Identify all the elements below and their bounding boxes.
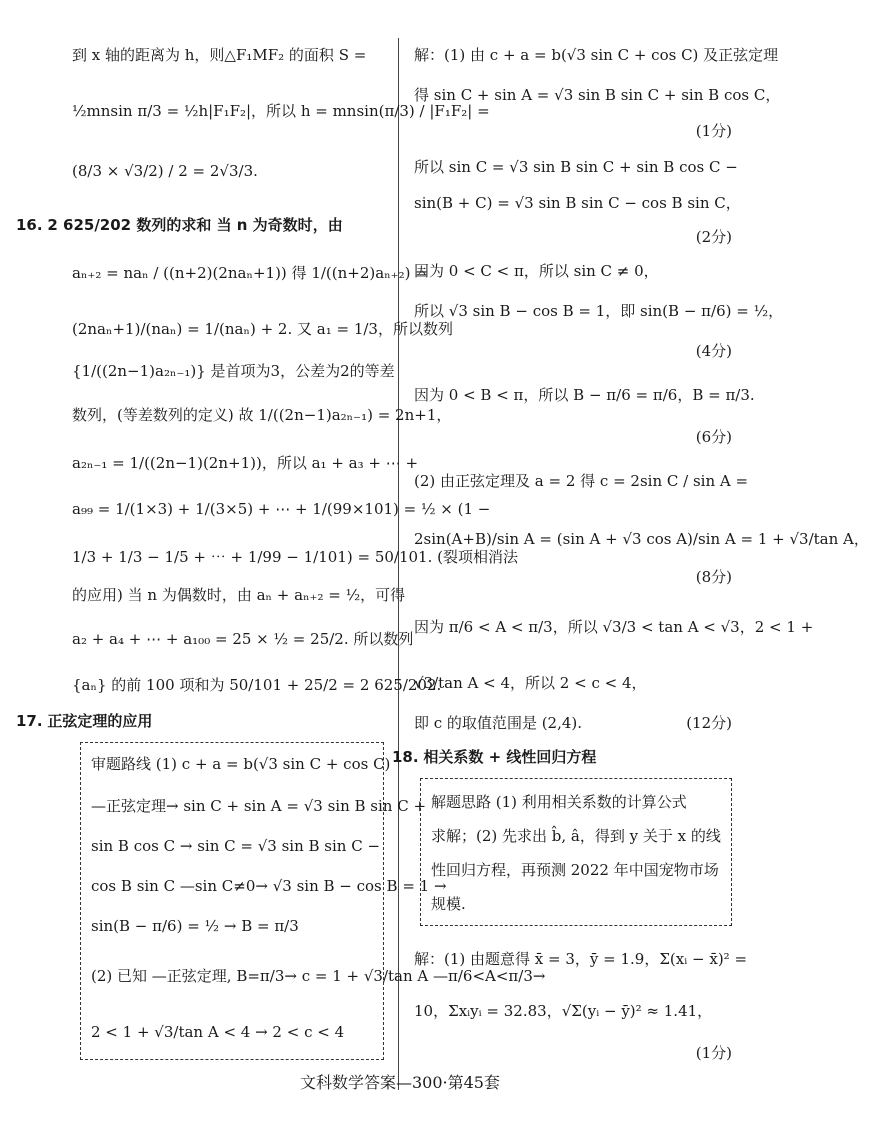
score-label: (4分)	[695, 342, 732, 360]
box-line: 审题路线 (1) c + a = b(√3 sin C + cos C)	[91, 755, 391, 773]
score-label: (1分)	[695, 1044, 732, 1062]
text-line: 因为 0 < B < π，所以 B − π/6 = π/6，B = π/3.	[414, 386, 755, 404]
text-line: a₉₉ = 1/(1×3) + 1/(3×5) + ⋯ + 1/(99×101) = ½ × (1 −	[72, 500, 491, 518]
box-line: 2 < 1 + √3/tan A < 4 → 2 < c < 4	[91, 1023, 345, 1041]
box-line: 解题思路 (1) 利用相关系数的计算公式	[431, 793, 687, 811]
q16-line	[16, 214, 343, 236]
text-line: (8/3 × √3/2) / 2 = 2√3/3.	[72, 162, 258, 180]
text-line: 1/3 + 1/3 − 1/5 + ⋯ + 1/99 − 1/101) = 50/101. (裂项相消法	[72, 548, 518, 566]
text-line: {1/((2n−1)a₂ₙ₋₁)} 是首项为3，公差为2的等差	[72, 362, 395, 380]
text-line: 的应用) 当 n 为偶数时，由 aₙ + aₙ₊₂ = ½，可得	[72, 586, 406, 604]
text-line: 解：(1) 由题意得 x̄ = 3，ȳ = 1.9，Σ(xᵢ − x̄)² =	[414, 950, 748, 968]
q18-heading	[392, 746, 596, 768]
page-footer: 文科数学答案—300·第45套	[300, 1073, 500, 1092]
box-line: sin B cos C → sin C = √3 sin B sin C −	[91, 837, 381, 855]
question-number: 17.	[16, 712, 43, 730]
text-line: aₙ₊₂ = naₙ / ((n+2)(2naₙ+1)) 得 1/((n+2)aₙ₊₂) =	[72, 264, 428, 282]
text-line: 即 c 的取值范围是 (2,4).	[414, 714, 583, 732]
text-line: a₂ + a₄ + ⋯ + a₁₀₀ = 25 × ½ = 25/2. 所以数列	[72, 630, 414, 648]
box-line: 规模.	[431, 895, 466, 913]
text-line: 到 x 轴的距离为 h，则△F₁MF₂ 的面积 S =	[72, 46, 367, 64]
text-line: 数列，(等差数列的定义) 故 1/((2n−1)a₂ₙ₋₁) = 2n+1，	[72, 406, 452, 424]
text-line: a₂ₙ₋₁ = 1/((2n−1)(2n+1))，所以 a₁ + a₃ + ⋯ +	[72, 454, 419, 472]
score-label: (12分)	[686, 714, 732, 732]
score-label: (8分)	[695, 568, 732, 586]
text-line: (2naₙ+1)/(naₙ) = 1/(naₙ) + 2. 又 a₁ = 1/3，所以数列	[72, 320, 453, 338]
score-label: (2分)	[695, 228, 732, 246]
question-number: 16.	[16, 216, 43, 234]
text-line: √3/tan A < 4，所以 2 < c < 4，	[414, 674, 647, 692]
text-line: 解：(1) 由 c + a = b(√3 sin C + cos C) 及正弦定理	[414, 46, 779, 64]
score-label: (6分)	[695, 428, 732, 446]
q16-first-line: 2 625/202 数列的求和 当 n 为奇数时，由	[47, 216, 343, 234]
q17-title: 正弦定理的应用	[47, 712, 153, 730]
text-line: sin(B + C) = √3 sin B sin C − cos B sin C，	[414, 194, 741, 212]
text-line: 所以 √3 sin B − cos B = 1，即 sin(B − π/6) = ½，	[414, 302, 784, 320]
box-line: —正弦定理→ sin C + sin A = √3 sin B sin C +	[91, 797, 427, 815]
box-line: cos B sin C —sin C≠0→ √3 sin B − cos B = 1 →	[91, 877, 447, 895]
text-line: 因为 π/6 < A < π/3，所以 √3/3 < tan A < √3，2 < 1 +	[414, 618, 814, 636]
text-line: 所以 sin C = √3 sin B sin C + sin B cos C −	[414, 158, 738, 176]
question-number: 18.	[392, 748, 419, 766]
q17-heading	[16, 710, 152, 732]
box-line: sin(B − π/6) = ½ → B = π/3	[91, 917, 299, 935]
text-line: ½mnsin π/3 = ½h|F₁F₂|，所以 h = mnsin(π/3) / |F₁F₂| =	[72, 102, 490, 120]
text-line: 2sin(A+B)/sin A = (sin A + √3 cos A)/sin A = 1 + √3/tan A，	[414, 530, 869, 548]
text-line: 因为 0 < C < π，所以 sin C ≠ 0，	[414, 262, 659, 280]
text-line: (2) 由正弦定理及 a = 2 得 c = 2sin C / sin A =	[414, 472, 749, 490]
score-label: (1分)	[695, 122, 732, 140]
text-line: 10，Σxᵢyᵢ = 32.83，√Σ(yᵢ − ȳ)² ≈ 1.41，	[414, 1002, 713, 1020]
box-line: 性回归方程，再预测 2022 年中国宠物市场	[431, 861, 719, 879]
q18-title: 相关系数 + 线性回归方程	[423, 748, 597, 766]
box-line: 求解；(2) 先求出 b̂, â，得到 y 关于 x 的线	[431, 827, 721, 845]
box-line: (2) 已知 —正弦定理, B=π/3→ c = 1 + √3/tan A —π/6<A<π/3→	[91, 967, 546, 985]
solution-approach-box	[420, 778, 732, 926]
text-line: 得 sin C + sin A = √3 sin B sin C + sin B cos C，	[414, 86, 781, 104]
text-line: {aₙ} 的前 100 项和为 50/101 + 25/2 = 2 625/202.	[72, 676, 442, 694]
